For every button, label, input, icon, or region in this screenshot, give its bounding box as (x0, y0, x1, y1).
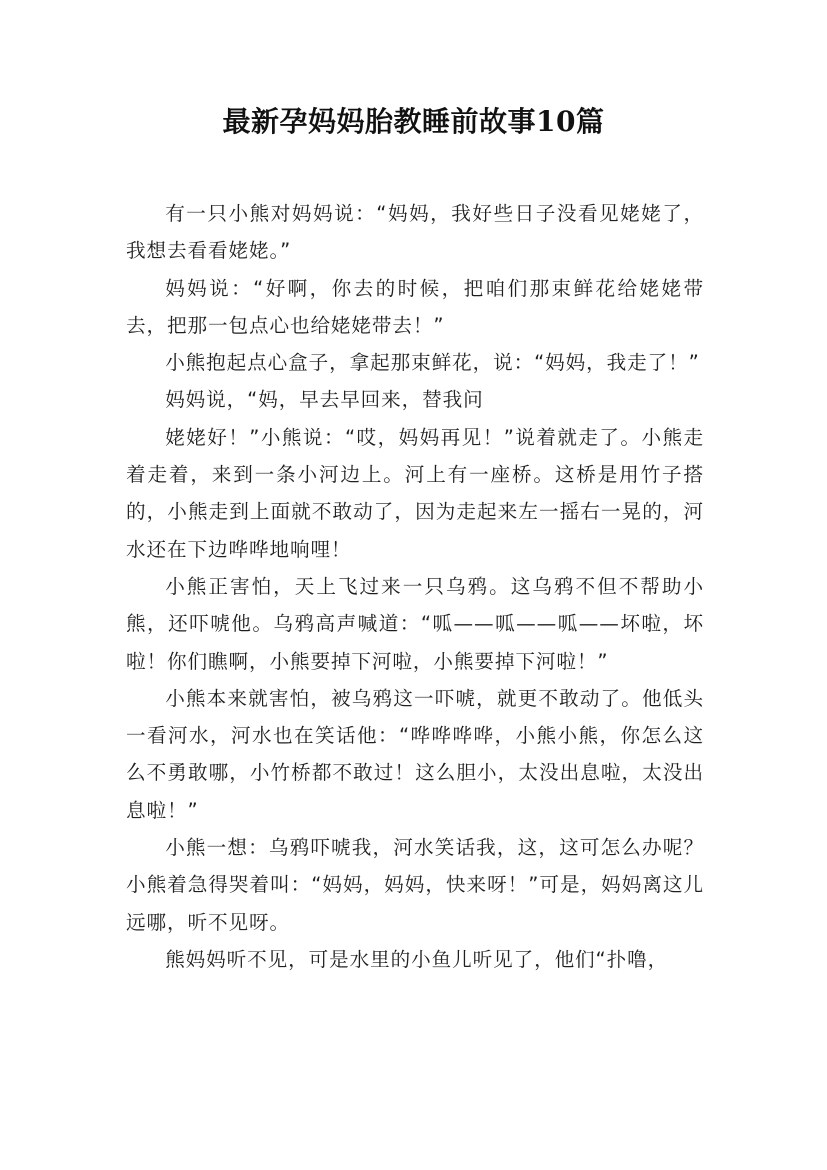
paragraph: 小熊本来就害怕，被乌鸦这一吓唬，就更不敢动了。他低头一看河水，河水也在笑话他：“哗哗哗哗，小熊小熊，你怎么这么不勇敢哪，小竹桥都不敢过！这么胆小，太没出息啦，太没出息啦！” (126, 686, 704, 822)
document-body (126, 195, 704, 978)
paragraph: 姥姥好！”小熊说：“哎，妈妈再见！”说着就走了。小熊走着走着，来到一条小河边上。河上有一座桥。这桥是用竹子搭的，小熊走到上面就不敢动了，因为走起来左一摇右一晃的，河水还在下边哗哗地响哩！ (126, 425, 704, 561)
paragraph: 妈妈说：“好啊，你去的时候，把咱们那束鲜花给姥姥带去，把那一包点心也给姥姥带去！” (126, 276, 704, 337)
paragraph: 熊妈妈听不见，可是水里的小鱼儿听见了，他们“扑噜， (165, 947, 669, 971)
paragraph: 妈妈说，“妈，早去早回来，替我问 (165, 388, 484, 412)
paragraph: 小熊正害怕，天上飞过来一只乌鸦。这乌鸦不但不帮助小熊，还吓唬他。乌鸦高声喊道：“呱——呱——呱——坏啦，坏啦！你们瞧啊，小熊要掉下河啦，小熊要掉下河啦！” (126, 574, 704, 673)
paragraph: 小熊抱起点心盒子，拿起那束鲜花，说：“妈妈，我走了！” (165, 351, 700, 375)
document-title: 最新孕妈妈胎教睡前故事10篇 (222, 105, 605, 138)
paragraph: 小熊一想：乌鸦吓唬我，河水笑话我，这，这可怎么办呢？小熊着急得哭着叫：“妈妈，妈妈，快来呀！”可是，妈妈离这儿远哪，听不见呀。 (126, 836, 704, 934)
paragraph: 有一只小熊对妈妈说：“妈妈，我好些日子没看见姥姥了，我想去看看姥姥。” (126, 202, 704, 263)
